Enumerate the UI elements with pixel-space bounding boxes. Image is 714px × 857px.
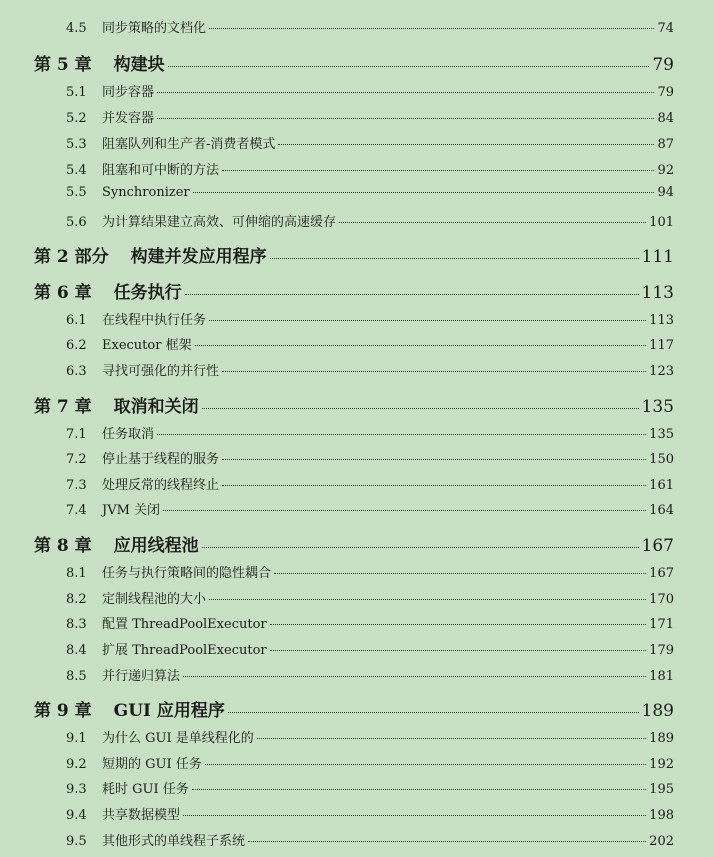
chapter-title: 应用线程池 (113, 536, 199, 556)
toc-section-row[interactable] (66, 753, 674, 772)
page-number: 101 (649, 215, 674, 230)
section-title: 阻塞和可中断的方法 (102, 163, 220, 178)
section-number: 5.4 (66, 163, 87, 178)
toc-section-row[interactable] (66, 159, 674, 178)
chapter-label: 第 7 章 (34, 397, 92, 417)
page-number: 135 (641, 397, 674, 417)
toc-section-row[interactable] (66, 133, 674, 152)
section-number: 5.1 (66, 85, 87, 100)
toc-section-row[interactable] (66, 830, 674, 849)
toc-section-row[interactable] (66, 727, 674, 746)
dot-leader (274, 573, 646, 574)
section-title: 短期的 GUI 任务 (102, 757, 202, 772)
toc-section-row[interactable] (66, 185, 674, 200)
section-title: Synchronizer (102, 185, 190, 200)
dot-leader (222, 459, 646, 460)
toc-section-row[interactable] (66, 211, 674, 230)
section-number: 7.4 (66, 503, 87, 518)
page-number: 113 (641, 283, 674, 303)
toc-chapter-row[interactable] (34, 531, 674, 556)
dot-leader (248, 841, 646, 842)
page-number: 111 (641, 247, 674, 267)
page-number: 150 (649, 452, 674, 467)
section-title: 配置 ThreadPoolExecutor (102, 617, 267, 632)
section-title: 在线程中执行任务 (102, 313, 207, 328)
section-title: 定制线程池的大小 (102, 592, 207, 607)
section-number: 7.3 (66, 478, 87, 493)
dot-leader (278, 144, 654, 145)
section-number: 6.2 (66, 338, 87, 353)
page-number: 117 (649, 338, 674, 353)
page-number: 94 (657, 185, 674, 200)
section-title: 并行递归算法 (102, 669, 181, 684)
section-title: 耗时 GUI 任务 (102, 782, 189, 797)
section-number: 4.5 (66, 21, 87, 36)
section-title: 处理反常的线程终止 (102, 478, 220, 493)
section-number: 8.3 (66, 617, 87, 632)
section-title: JVM 关闭 (102, 503, 161, 518)
dot-leader (195, 345, 647, 346)
dot-leader (209, 599, 646, 600)
dot-leader (157, 434, 646, 435)
section-title: 其他形式的单线程子系统 (102, 834, 246, 849)
dot-leader (270, 650, 647, 651)
toc-section-row[interactable] (66, 665, 674, 684)
section-title: 阻塞队列和生产者-消费者模式 (102, 137, 276, 152)
dot-leader (157, 118, 654, 119)
dot-leader (202, 408, 639, 409)
dot-leader (157, 92, 654, 93)
toc-section-row[interactable] (66, 562, 674, 581)
page-number: 202 (649, 834, 674, 849)
chapter-title: 构建块 (113, 55, 165, 75)
toc-section-row[interactable] (66, 804, 674, 823)
chapter-label: 第 6 章 (34, 283, 92, 303)
section-title: 为什么 GUI 是单线程化的 (102, 731, 254, 746)
toc-section-row[interactable] (66, 360, 674, 379)
page-number: 179 (649, 643, 674, 658)
page-number: 87 (657, 137, 674, 152)
section-number: 7.1 (66, 427, 87, 442)
toc-part-row[interactable] (34, 242, 674, 267)
page-number: 189 (641, 701, 674, 721)
page-number: 170 (649, 592, 674, 607)
toc-section-row[interactable] (66, 588, 674, 607)
dot-leader (209, 320, 646, 321)
toc-section-row[interactable] (66, 474, 674, 493)
dot-leader (183, 676, 646, 677)
section-title: 停止基于线程的服务 (102, 452, 220, 467)
dot-leader (339, 222, 646, 223)
chapter-label: 第 9 章 (34, 701, 92, 721)
toc-section-row[interactable] (66, 107, 674, 126)
dot-leader (222, 371, 646, 372)
toc-section-row[interactable] (66, 309, 674, 328)
section-title: 扩展 ThreadPoolExecutor (102, 643, 267, 658)
dot-leader (192, 789, 646, 790)
page-number: 181 (649, 669, 674, 684)
chapter-label: 第 5 章 (34, 55, 92, 75)
toc-section-row[interactable] (66, 334, 674, 353)
section-title: 并发容器 (102, 111, 155, 126)
section-number: 5.3 (66, 137, 87, 152)
toc-section-row[interactable] (66, 17, 674, 36)
section-number: 9.5 (66, 834, 87, 849)
page-number: 113 (649, 313, 674, 328)
dot-leader (202, 547, 639, 548)
toc-chapter-row[interactable] (34, 696, 674, 721)
toc-section-row[interactable] (66, 423, 674, 442)
page-number: 171 (649, 617, 674, 632)
dot-leader (163, 510, 646, 511)
section-number: 9.4 (66, 808, 87, 823)
toc-section-row[interactable] (66, 613, 674, 632)
page-number: 84 (657, 111, 674, 126)
dot-leader (183, 815, 646, 816)
toc-section-row[interactable] (66, 499, 674, 518)
chapter-title: 任务执行 (113, 283, 182, 303)
section-title: 同步策略的文档化 (102, 21, 207, 36)
toc-chapter-row[interactable] (34, 50, 674, 75)
dot-leader (270, 624, 647, 625)
toc-chapter-row[interactable] (34, 392, 674, 417)
dot-leader (168, 66, 650, 67)
section-title: 任务取消 (102, 427, 155, 442)
section-number: 5.5 (66, 185, 87, 200)
section-number: 5.6 (66, 215, 87, 230)
dot-leader (205, 764, 646, 765)
page-number: 123 (649, 364, 674, 379)
section-title: 同步容器 (102, 85, 155, 100)
toc-chapter-row[interactable] (34, 278, 674, 303)
page-number: 189 (649, 731, 674, 746)
page-number: 135 (649, 427, 674, 442)
chapter-label: 第 8 章 (34, 536, 92, 556)
chapter-title: GUI 应用程序 (113, 701, 225, 721)
section-number: 8.1 (66, 566, 87, 581)
page-number: 167 (641, 536, 674, 556)
section-number: 8.4 (66, 643, 87, 658)
chapter-title: 取消和关闭 (113, 397, 199, 417)
dot-leader (185, 294, 639, 295)
toc-section-row[interactable] (66, 81, 674, 100)
page-number: 161 (649, 478, 674, 493)
section-number: 6.1 (66, 313, 87, 328)
part-label: 第 2 部分 (34, 247, 109, 267)
section-title: 任务与执行策略间的隐性耦合 (102, 566, 272, 581)
toc-section-row[interactable] (66, 448, 674, 467)
dot-leader (222, 485, 646, 486)
toc-section-row[interactable] (66, 778, 674, 797)
page-number: 195 (649, 782, 674, 797)
section-title: 共享数据模型 (102, 808, 181, 823)
section-number: 9.1 (66, 731, 87, 746)
page-number: 79 (652, 55, 674, 75)
page-number: 164 (649, 503, 674, 518)
page-number: 92 (657, 163, 674, 178)
page-number: 74 (657, 21, 674, 36)
dot-leader (209, 28, 654, 29)
section-number: 8.5 (66, 669, 87, 684)
dot-leader (257, 738, 646, 739)
section-title: Executor 框架 (102, 338, 192, 353)
page-number: 192 (649, 757, 674, 772)
section-number: 6.3 (66, 364, 87, 379)
page-number: 79 (657, 85, 674, 100)
dot-leader (193, 192, 655, 193)
section-number: 8.2 (66, 592, 87, 607)
toc-section-row[interactable] (66, 639, 674, 658)
section-title: 为计算结果建立高效、可伸缩的高速缓存 (102, 215, 337, 230)
part-title: 构建并发应用程序 (130, 247, 267, 267)
section-title: 寻找可强化的并行性 (102, 364, 220, 379)
section-number: 7.2 (66, 452, 87, 467)
section-number: 9.2 (66, 757, 87, 772)
dot-leader (228, 712, 639, 713)
page-number: 198 (649, 808, 674, 823)
section-number: 5.2 (66, 111, 87, 126)
dot-leader (270, 258, 639, 259)
section-number: 9.3 (66, 782, 87, 797)
page-number: 167 (649, 566, 674, 581)
dot-leader (222, 170, 654, 171)
